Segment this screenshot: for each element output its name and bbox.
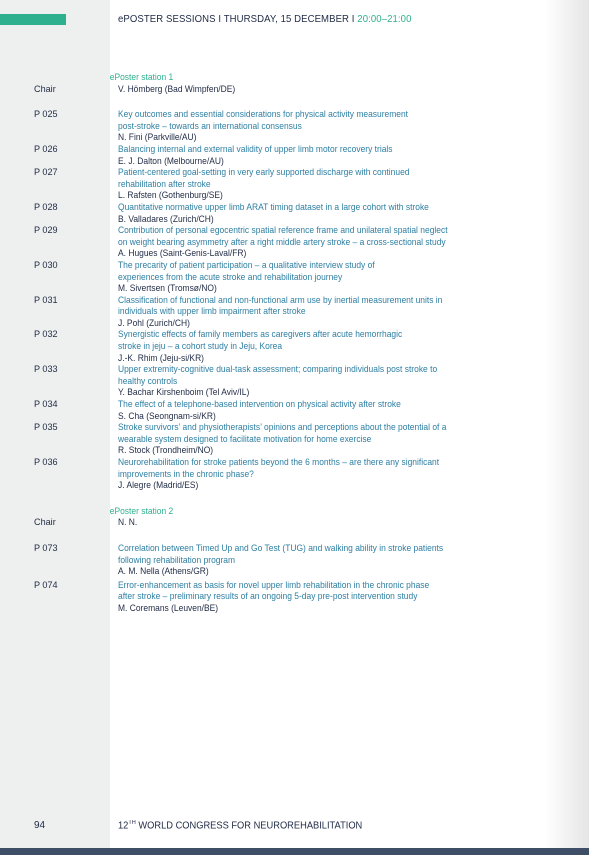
poster-id: P 073 <box>34 542 58 553</box>
poster-author: J. Pohl (Zurich/CH) <box>118 317 190 328</box>
poster-id: P 025 <box>34 109 58 120</box>
poster-id: P 034 <box>34 399 58 410</box>
chair-row <box>0 84 589 96</box>
poster-id: P 030 <box>34 259 58 270</box>
poster-body <box>118 329 509 364</box>
poster-entry <box>0 364 589 399</box>
poster-title-line: individuals with upper limb impairment after stroke <box>118 306 306 317</box>
poster-author: N. Fini (Parkville/AU) <box>118 132 197 143</box>
poster-title-line: Correlation between Timed Up and Go Test (TUG) and walking ability in stroke patients <box>118 542 444 553</box>
poster-entry <box>0 422 589 457</box>
session-content <box>0 72 589 615</box>
poster-entry <box>0 457 589 492</box>
station-heading: ePoster station 1 <box>109 72 174 82</box>
poster-body <box>118 422 509 457</box>
chair-label: Chair <box>34 83 56 94</box>
poster-title-line: after stroke – preliminary results of an ongoing 5-day pre-post intervention study <box>118 591 418 602</box>
bottom-band <box>0 848 589 855</box>
poster-body <box>118 364 509 399</box>
footer-superscript: TH <box>128 820 136 826</box>
footer-prefix: 12 <box>118 820 129 832</box>
poster-entry <box>0 202 589 225</box>
poster-title-line: Key outcomes and essential considerations for physical activity measurement <box>118 109 409 120</box>
poster-title-line: experiences from the acute stroke and rehabilitation journey <box>118 271 343 282</box>
poster-body <box>118 260 509 295</box>
poster-id: P 028 <box>34 201 58 212</box>
poster-entry <box>0 295 589 330</box>
poster-title-line: Quantitative normative upper limb ARAT timing dataset in a large cohort with stroke <box>118 201 429 212</box>
poster-body <box>118 399 509 422</box>
poster-title-line: improvements in the chronic phase? <box>118 468 254 479</box>
poster-title-line: The effect of a telephone-based intervention on physical activity after stroke <box>118 399 401 410</box>
poster-id: P 036 <box>34 457 58 467</box>
header-text: ePOSTER SESSIONS I THURSDAY, 15 DECEMBER I <box>118 14 358 25</box>
page-number: 94 <box>34 820 46 831</box>
poster-author: J. Alegre (Madrid/ES) <box>118 480 199 491</box>
station-heading: ePoster station 2 <box>109 505 174 516</box>
poster-author: R. Stock (Trondheim/NO) <box>118 445 214 456</box>
poster-author: B. Valladares (Zurich/CH) <box>118 213 214 224</box>
poster-entry <box>0 144 589 167</box>
poster-body <box>118 167 509 202</box>
poster-body <box>118 225 509 260</box>
chair-row <box>0 517 589 529</box>
poster-entry <box>0 580 589 615</box>
poster-id: P 029 <box>34 225 58 236</box>
poster-author: Y. Bachar Kirshenboim (Tel Aviv/IL) <box>118 387 250 398</box>
poster-title-line: Patient-centered goal-setting in very early supported discharge with continued <box>118 167 410 178</box>
poster-id: P 033 <box>34 364 58 375</box>
poster-body <box>118 202 509 225</box>
footer-title <box>118 820 362 831</box>
poster-body <box>118 543 509 578</box>
poster-entry <box>0 329 589 364</box>
header-time: 20:00–21:00 <box>357 14 412 25</box>
poster-title-line: post-stroke – towards an international consensus <box>118 120 302 131</box>
poster-body <box>118 457 509 492</box>
poster-title-line: stroke in jeju – a cohort study in Jeju, Korea <box>118 341 283 352</box>
poster-id: P 074 <box>34 579 58 590</box>
poster-body <box>118 144 509 167</box>
poster-title-line: Error-enhancement as basis for novel upper limb rehabilitation in the chronic phase <box>118 579 430 590</box>
poster-body <box>118 295 509 330</box>
poster-author: M. Coremans (Leuven/BE) <box>118 602 219 613</box>
poster-title-line: Stroke survivors’ and physiotherapists’ opinions and perceptions about the potential of a <box>118 422 447 433</box>
poster-id: P 035 <box>34 422 58 433</box>
poster-author: A. Hugues (Saint-Genis-Laval/FR) <box>118 248 247 259</box>
page-header <box>118 14 411 25</box>
poster-author: E. J. Dalton (Melbourne/AU) <box>118 155 224 166</box>
footer-text: WORLD CONGRESS FOR NEUROREHABILITATION <box>135 820 363 832</box>
chair-name: V. Hömberg (Bad Wimpfen/DE) <box>118 83 236 94</box>
poster-entry <box>0 167 589 202</box>
poster-author: S. Cha (Seongnam-si/KR) <box>118 410 216 421</box>
chair-name: N. N. <box>118 517 138 528</box>
poster-title-line: Synergistic effects of family members as caregivers after acute hemorrhagic <box>118 329 403 340</box>
poster-id: P 031 <box>34 294 58 305</box>
poster-author: M. Sivertsen (Tromsø/NO) <box>118 283 217 294</box>
poster-author: L. Rafsten (Gothenburg/SE) <box>118 190 223 201</box>
poster-entry <box>0 260 589 295</box>
chair-label: Chair <box>34 517 56 528</box>
poster-entry <box>0 109 589 144</box>
poster-body <box>118 580 509 615</box>
poster-title-line: rehabilitation after stroke <box>118 178 211 189</box>
poster-entry <box>0 543 589 578</box>
poster-id: P 027 <box>34 167 58 178</box>
accent-bar <box>0 14 66 25</box>
poster-title-line: Balancing internal and external validity of upper limb motor recovery trials <box>118 143 393 154</box>
poster-title-line: Contribution of personal egocentric spatial reference frame and unilateral spatial neglect <box>118 225 448 236</box>
poster-body <box>118 109 509 144</box>
poster-title-line: healthy controls <box>118 375 178 386</box>
poster-title-line: following rehabilitation program <box>118 554 236 565</box>
poster-id: P 026 <box>34 143 58 154</box>
poster-title-line: Classification of functional and non-functional arm use by inertial measurement units in <box>118 294 443 305</box>
poster-title-line: Neurorehabilitation for stroke patients beyond the 6 months – are there any significant <box>118 457 440 467</box>
poster-entry <box>0 225 589 260</box>
poster-author: J.-K. Rhim (Jeju-si/KR) <box>118 352 204 363</box>
poster-title-line: wearable system designed to facilitate motivation for home exercise <box>118 433 372 444</box>
poster-id: P 032 <box>34 329 58 340</box>
poster-author: A. M. Nella (Athens/GR) <box>118 566 209 577</box>
poster-title-line: on weight bearing asymmetry after a right middle artery stroke – a cross-sectional study <box>118 236 446 247</box>
poster-title-line: The precarity of patient participation – a qualitative interview study of <box>118 259 375 270</box>
poster-title-line: Upper extremity-cognitive dual-task assessment; comparing individuals post stroke to <box>118 364 438 375</box>
poster-entry <box>0 399 589 422</box>
